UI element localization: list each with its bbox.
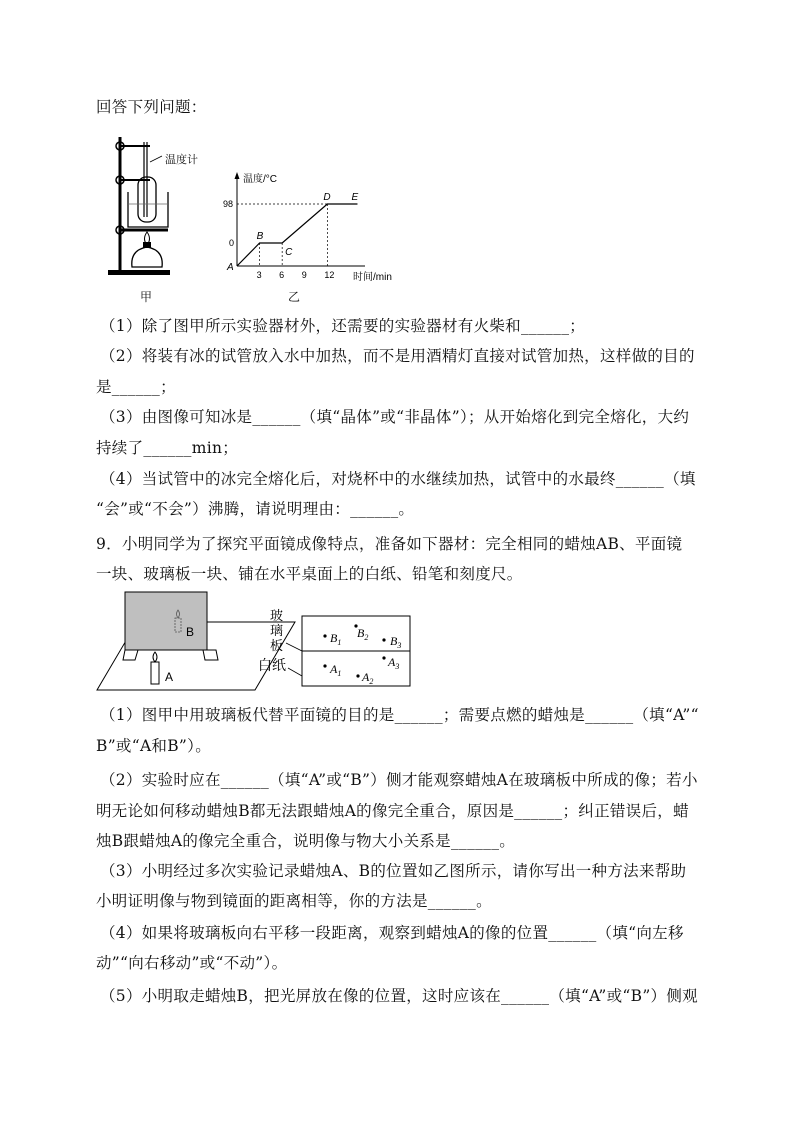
point-b1-label: $B_1$ [330, 631, 342, 647]
apparatus-figure [100, 132, 220, 307]
paper-label: 白纸 [258, 657, 286, 673]
point-b2-label: $B_2$ [357, 626, 369, 642]
q9-part3-line2: 小明证明像与物到镜面的距离相等，你的方法是______。 [96, 892, 492, 910]
x-axis-label: 时间/min [353, 272, 392, 283]
q9-part2-line3: 烛B跟蜡烛A的像完全重合，说明像与物大小关系是______。 [96, 832, 516, 850]
q9-part3-line1: （3）小明经过多次实验记录蜡烛A、B的位置如乙图所示，请你写出一种方法来帮助 [100, 862, 687, 880]
q8-part4-line2: “会”或“不会”）沸腾，请说明理由：______。 [96, 500, 415, 518]
q9-part1-line1: （1）图甲中用玻璃板代替平面镜的目的是______；需要点燃的蜡烛是______（填“A”“ [100, 706, 699, 724]
q9-part2-line1: （2）实验时应在______（填“A”或“B”）侧才能观察蜡烛A在玻璃板中所成的像；若小 [100, 771, 698, 789]
q8-part3-line1: （3）由图像可知冰是______（填“晶体”或“非晶体”）；从开始熔化到完全熔化，大约 [100, 408, 690, 426]
x-tick-3: 3 [256, 270, 262, 280]
point-a3-label: $A_3$ [388, 655, 400, 671]
point-label-b: B [256, 231, 264, 242]
x-tick-9: 9 [301, 270, 307, 280]
point-a2-label: $A_2$ [362, 670, 374, 686]
y-axis-label: 温度/°C [243, 174, 277, 185]
q8-part3-line2: 持续了______min； [96, 439, 239, 457]
thermometer-label: 温度计 [165, 154, 198, 166]
q9-part2-line2: 明无论如何移动蜡烛B都无法跟蜡烛A的像完全重合，原因是______；纠正错误后，蜡 [96, 802, 689, 820]
point-label-d: D [323, 192, 331, 203]
q9-part5-line1: （5）小明取走蜡烛B，把光屏放在像的位置，这时应该在______（填“A”或“B”）侧观 [100, 987, 698, 1005]
glass-label-1: 玻 [270, 608, 284, 623]
q9-part4-line2: 动”“向右移动”或“不动”）。 [96, 954, 288, 972]
candle-a-label: A [165, 670, 174, 684]
q8-part2-line2: 是______； [96, 378, 176, 396]
candle-b-label: B [186, 625, 195, 639]
x-tick-6: 6 [279, 270, 285, 280]
caption-jia: 甲 [140, 290, 153, 304]
point-label-e: E [351, 192, 359, 203]
q9-stem-line1: 9．小明同学为了探究平面镜成像特点，准备如下器材：完全相同的蜡烛AB、平面镜 [96, 535, 683, 553]
intro-text: 回答下列问题： [96, 98, 207, 116]
positions-figure [250, 604, 415, 690]
point-a1-label: $A_1$ [330, 662, 342, 678]
series-line [237, 204, 357, 266]
q9-part4-line1: （4）如果将玻璃板向右平移一段距离，观察到蜡烛A的像的位置______（填“向左移 [100, 924, 684, 942]
y-tick-0: 0 [229, 238, 235, 248]
q9-stem-line2: 一块、玻璃板一块、铺在水平桌面上的白纸、铅笔和刻度尺。 [96, 565, 523, 583]
x-tick-12: 12 [324, 270, 335, 280]
point-label-a: A [227, 262, 234, 273]
q8-part4-line1: （4）当试管中的冰完全熔化后，对烧杯中的水继续加热，试管中的水最终______（填 [100, 470, 696, 488]
temperature-time-chart [225, 168, 405, 286]
caption-yi: 乙 [288, 290, 301, 304]
glass-label-2: 璃 [270, 623, 284, 638]
y-tick-98: 98 [223, 199, 234, 209]
q8-part1: （1）除了图甲所示实验器材外，还需要的实验器材有火柴和______； [100, 317, 586, 335]
point-label-c: C [285, 247, 293, 258]
glass-label-3: 板 [270, 638, 284, 653]
point-b3-label: $B_3$ [390, 634, 402, 650]
q9-part1-line2: B”或“A和B”）。 [96, 737, 211, 755]
q8-part2-line1: （2）将装有冰的试管放入水中加热，而不是用酒精灯直接对试管加热，这样做的目的 [100, 347, 695, 365]
